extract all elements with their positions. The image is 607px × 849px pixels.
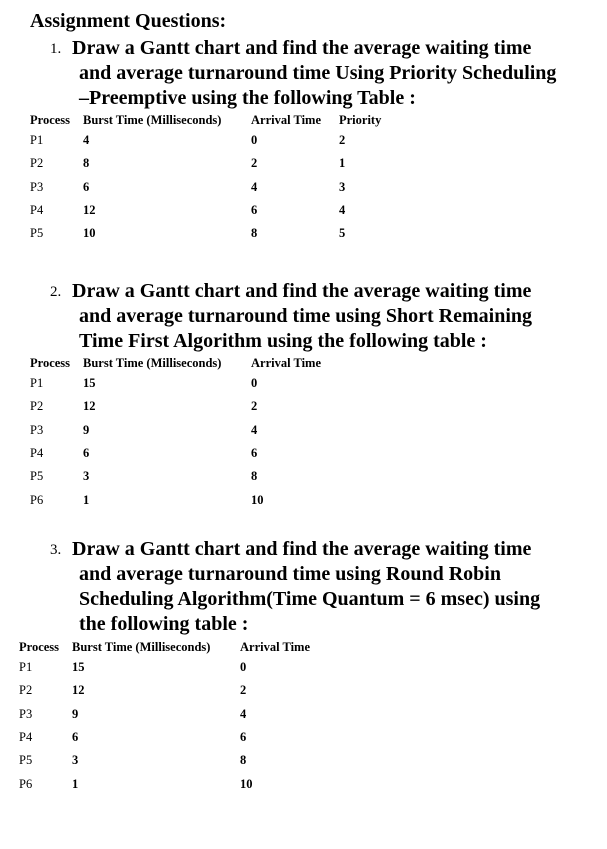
table-row	[30, 419, 339, 442]
arrival-time-cell: 6	[251, 203, 258, 218]
process-cell: P3	[19, 706, 33, 721]
question-line: and average turnaround time using Round Robin	[79, 563, 501, 585]
burst-time-cell: 3	[72, 753, 79, 768]
burst-time-cell: 10	[83, 226, 96, 241]
table-row	[30, 222, 384, 245]
process-cell: P4	[30, 446, 44, 461]
burst-time-cell: 12	[83, 203, 96, 218]
column-header: Process	[30, 355, 71, 370]
priority-cell: 1	[339, 156, 346, 171]
arrival-time-cell: 4	[240, 706, 247, 721]
table-row	[30, 442, 339, 465]
question-line: Draw a Gantt chart and find the average waiting time	[72, 538, 532, 560]
arrival-time-cell: 8	[240, 753, 247, 768]
arrival-time-cell: 10	[251, 492, 264, 507]
question-line: Scheduling Algorithm(Time Quantum = 6 msec) using	[79, 588, 541, 610]
burst-time-cell: 9	[83, 422, 90, 437]
question-1	[50, 36, 607, 111]
burst-time-cell: 9	[72, 706, 79, 721]
table-header-row	[19, 638, 328, 656]
question-line: and average turnaround time using Short Remaining	[79, 305, 533, 327]
process-cell: P4	[19, 730, 33, 745]
table-row	[19, 749, 328, 772]
column-header: Arrival Time	[251, 112, 322, 127]
column-header: Burst Time (Milliseconds)	[72, 639, 211, 654]
process-cell: P1	[30, 376, 44, 391]
process-cell: P5	[30, 226, 44, 241]
burst-time-cell: 3	[83, 469, 90, 484]
burst-time-cell: 15	[83, 376, 96, 391]
process-table-1	[30, 111, 384, 245]
burst-time-cell: 1	[83, 492, 90, 507]
burst-time-cell: 1	[72, 776, 79, 791]
process-cell: P2	[30, 399, 44, 414]
column-header: Priority	[339, 112, 382, 127]
arrival-time-cell: 0	[251, 133, 258, 148]
table-row	[30, 465, 339, 488]
arrival-time-cell: 10	[240, 776, 253, 791]
table-header-row	[30, 354, 339, 372]
arrival-time-cell: 6	[240, 730, 247, 745]
arrival-time-cell: 2	[251, 399, 258, 414]
arrival-time-cell: 6	[251, 446, 258, 461]
arrival-time-cell: 2	[251, 156, 258, 171]
priority-cell: 3	[339, 179, 346, 194]
question-line: Time First Algorithm using the following table :	[79, 330, 487, 352]
process-cell: P5	[30, 469, 44, 484]
table-row	[30, 152, 384, 175]
question-2	[50, 279, 607, 354]
process-cell: P4	[30, 203, 44, 218]
burst-time-cell: 12	[83, 399, 96, 414]
table-row	[19, 656, 328, 679]
question-3	[50, 537, 607, 637]
process-cell: P6	[30, 492, 44, 507]
process-cell: P3	[30, 422, 44, 437]
arrival-time-cell: 8	[251, 469, 258, 484]
burst-time-cell: 6	[83, 179, 90, 194]
question-line: Draw a Gantt chart and find the average waiting time	[72, 37, 532, 59]
table-row	[30, 488, 339, 511]
question-line: and average turnaround time Using Priority Scheduling	[79, 62, 557, 84]
table-row	[30, 372, 339, 395]
table-row	[19, 726, 328, 749]
column-header: Process	[19, 639, 60, 654]
table-row	[19, 703, 328, 726]
arrival-time-cell: 0	[240, 660, 247, 675]
arrival-time-cell: 2	[240, 683, 247, 698]
column-header: Arrival Time	[251, 355, 322, 370]
process-cell: P2	[19, 683, 33, 698]
column-header: Process	[30, 112, 71, 127]
process-table-3	[19, 638, 328, 796]
process-cell: P2	[30, 156, 44, 171]
process-cell: P1	[19, 660, 33, 675]
table-row	[19, 679, 328, 702]
table-row	[30, 129, 384, 152]
table-row	[19, 772, 328, 795]
assignment-heading: Assignment Questions:	[30, 10, 227, 32]
process-cell: P3	[30, 179, 44, 194]
burst-time-cell: 15	[72, 660, 85, 675]
question-line: –Preemptive using the following Table :	[79, 87, 416, 109]
priority-cell: 5	[339, 226, 346, 241]
question-number: 2.	[50, 284, 62, 300]
column-header: Arrival Time	[240, 639, 311, 654]
table-row	[30, 199, 384, 222]
table-header-row	[30, 111, 384, 129]
arrival-time-cell: 4	[251, 422, 258, 437]
column-header: Burst Time (Milliseconds)	[83, 112, 222, 127]
burst-time-cell: 8	[83, 156, 90, 171]
process-table-2	[30, 354, 339, 512]
process-cell: P5	[19, 753, 33, 768]
arrival-time-cell: 8	[251, 226, 258, 241]
question-number: 1.	[50, 41, 62, 57]
priority-cell: 4	[339, 203, 346, 218]
question-number: 3.	[50, 542, 62, 558]
burst-time-cell: 6	[72, 730, 79, 745]
arrival-time-cell: 0	[251, 376, 258, 391]
table-row	[30, 176, 384, 199]
table-row	[30, 395, 339, 418]
process-cell: P6	[19, 776, 33, 791]
question-line: Draw a Gantt chart and find the average waiting time	[72, 280, 532, 302]
question-line: the following table :	[79, 613, 249, 635]
arrival-time-cell: 4	[251, 179, 258, 194]
burst-time-cell: 12	[72, 683, 85, 698]
column-header: Burst Time (Milliseconds)	[83, 355, 222, 370]
process-cell: P1	[30, 133, 44, 148]
burst-time-cell: 4	[83, 133, 90, 148]
priority-cell: 2	[339, 133, 346, 148]
burst-time-cell: 6	[83, 446, 90, 461]
